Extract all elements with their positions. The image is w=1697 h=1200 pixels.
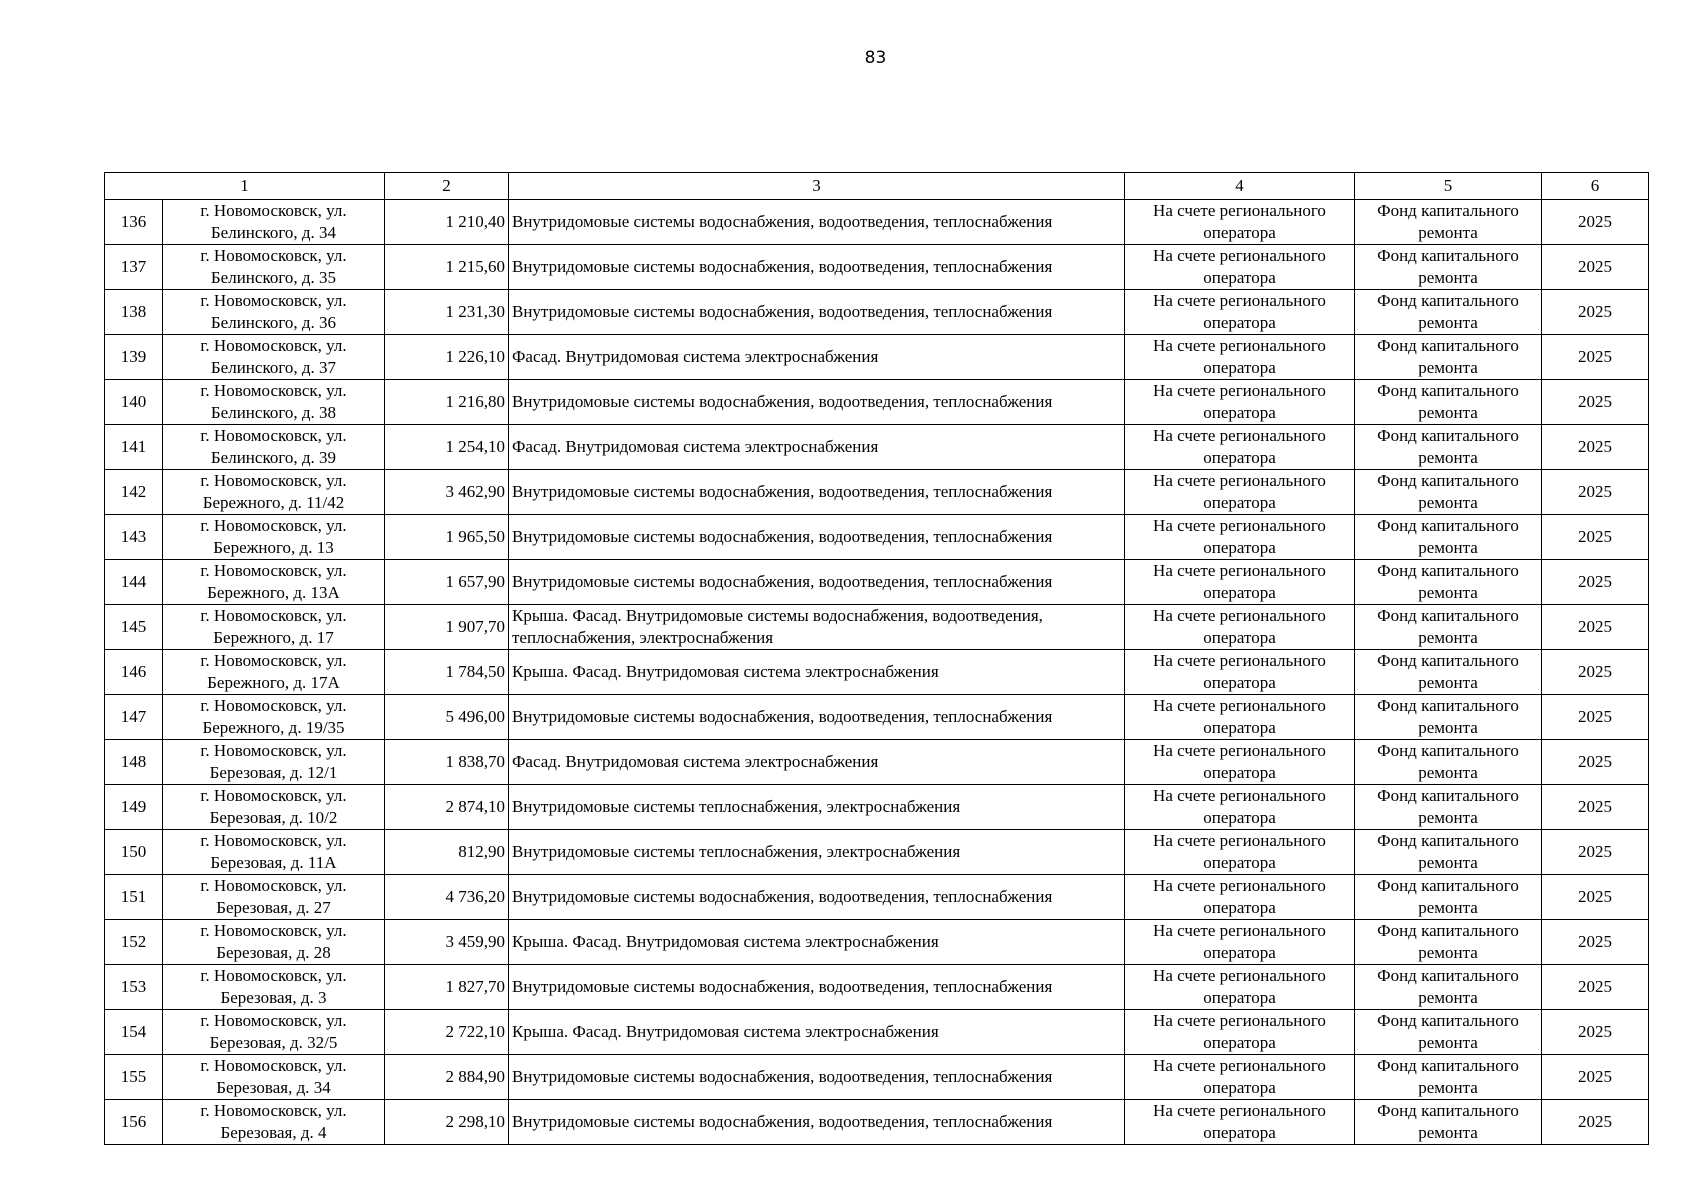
area-cell: 2 298,10 [385, 1100, 509, 1145]
table-row [105, 785, 1649, 830]
table-row [105, 1055, 1649, 1100]
account-cell: На счете регионального оператора [1125, 425, 1355, 470]
funding-source-cell: Фонд капитального ремонта [1355, 335, 1542, 380]
year-cell: 2025 [1542, 1100, 1649, 1145]
row-number: 156 [105, 1100, 163, 1145]
row-number: 141 [105, 425, 163, 470]
account-cell: На счете регионального оператора [1125, 1100, 1355, 1145]
account-cell: На счете регионального оператора [1125, 515, 1355, 560]
account-cell: На счете регионального оператора [1125, 830, 1355, 875]
table-row [105, 605, 1649, 650]
funding-source-cell: Фонд капитального ремонта [1355, 200, 1542, 245]
row-number: 138 [105, 290, 163, 335]
page-number: 83 [864, 48, 887, 68]
area-cell: 1 657,90 [385, 560, 509, 605]
area-cell: 3 462,90 [385, 470, 509, 515]
table-row [105, 740, 1649, 785]
works-cell: Фасад. Внутридомовая система электроснабжения [509, 740, 1125, 785]
works-cell: Крыша. Фасад. Внутридомовые системы водоснабжения, водоотведения, теплоснабжения, электроснабжения [509, 605, 1125, 650]
works-cell: Фасад. Внутридомовая система электроснабжения [509, 335, 1125, 380]
address-cell: г. Новомосковск, ул. Белинского, д. 37 [163, 335, 385, 380]
works-cell: Внутридомовые системы водоснабжения, водоотведения, теплоснабжения [509, 290, 1125, 335]
address-cell: г. Новомосковск, ул. Березовая, д. 32/5 [163, 1010, 385, 1055]
row-number: 155 [105, 1055, 163, 1100]
funding-source-cell: Фонд капитального ремонта [1355, 290, 1542, 335]
column-number-header-row [105, 173, 1649, 200]
area-cell: 1 965,50 [385, 515, 509, 560]
funding-source-cell: Фонд капитального ремонта [1355, 1010, 1542, 1055]
row-number: 149 [105, 785, 163, 830]
works-cell: Внутридомовые системы водоснабжения, водоотведения, теплоснабжения [509, 200, 1125, 245]
account-cell: На счете регионального оператора [1125, 1055, 1355, 1100]
account-cell: На счете регионального оператора [1125, 200, 1355, 245]
year-cell: 2025 [1542, 380, 1649, 425]
area-cell: 1 215,60 [385, 245, 509, 290]
address-cell: г. Новомосковск, ул. Березовая, д. 4 [163, 1100, 385, 1145]
year-cell: 2025 [1542, 1055, 1649, 1100]
works-cell: Внутридомовые системы водоснабжения, водоотведения, теплоснабжения [509, 1100, 1125, 1145]
area-cell: 1 226,10 [385, 335, 509, 380]
funding-source-cell: Фонд капитального ремонта [1355, 425, 1542, 470]
funding-source-cell: Фонд капитального ремонта [1355, 245, 1542, 290]
year-cell: 2025 [1542, 515, 1649, 560]
year-cell: 2025 [1542, 650, 1649, 695]
works-cell: Внутридомовые системы водоснабжения, водоотведения, теплоснабжения [509, 245, 1125, 290]
year-cell: 2025 [1542, 875, 1649, 920]
account-cell: На счете регионального оператора [1125, 560, 1355, 605]
address-cell: г. Новомосковск, ул. Бережного, д. 17А [163, 650, 385, 695]
funding-source-cell: Фонд капитального ремонта [1355, 740, 1542, 785]
account-cell: На счете регионального оператора [1125, 695, 1355, 740]
works-cell: Внутридомовые системы водоснабжения, водоотведения, теплоснабжения [509, 1055, 1125, 1100]
year-cell: 2025 [1542, 830, 1649, 875]
address-cell: г. Новомосковск, ул. Бережного, д. 17 [163, 605, 385, 650]
works-cell: Внутридомовые системы водоснабжения, водоотведения, теплоснабжения [509, 470, 1125, 515]
area-cell: 2 884,90 [385, 1055, 509, 1100]
table-row [105, 380, 1649, 425]
area-cell: 1 231,30 [385, 290, 509, 335]
row-number: 146 [105, 650, 163, 695]
area-cell: 5 496,00 [385, 695, 509, 740]
works-cell: Внутридомовые системы теплоснабжения, электроснабжения [509, 830, 1125, 875]
works-cell: Внутридомовые системы водоснабжения, водоотведения, теплоснабжения [509, 515, 1125, 560]
row-number: 148 [105, 740, 163, 785]
area-cell: 2 874,10 [385, 785, 509, 830]
address-cell: г. Новомосковск, ул. Белинского, д. 35 [163, 245, 385, 290]
account-cell: На счете регионального оператора [1125, 290, 1355, 335]
address-cell: г. Новомосковск, ул. Березовая, д. 27 [163, 875, 385, 920]
account-cell: На счете регионального оператора [1125, 470, 1355, 515]
address-cell: г. Новомосковск, ул. Березовая, д. 28 [163, 920, 385, 965]
account-cell: На счете регионального оператора [1125, 335, 1355, 380]
area-cell: 1 838,70 [385, 740, 509, 785]
area-cell: 1 210,40 [385, 200, 509, 245]
funding-source-cell: Фонд капитального ремонта [1355, 605, 1542, 650]
funding-source-cell: Фонд капитального ремонта [1355, 785, 1542, 830]
works-cell: Крыша. Фасад. Внутридомовая система электроснабжения [509, 920, 1125, 965]
year-cell: 2025 [1542, 290, 1649, 335]
column-header-1: 1 [105, 173, 385, 200]
account-cell: На счете регионального оператора [1125, 650, 1355, 695]
account-cell: На счете регионального оператора [1125, 380, 1355, 425]
address-cell: г. Новомосковск, ул. Березовая, д. 11А [163, 830, 385, 875]
row-number: 142 [105, 470, 163, 515]
table-row [105, 650, 1649, 695]
funding-source-cell: Фонд капитального ремонта [1355, 965, 1542, 1010]
row-number: 145 [105, 605, 163, 650]
address-cell: г. Новомосковск, ул. Бережного, д. 13 [163, 515, 385, 560]
funding-source-cell: Фонд капитального ремонта [1355, 515, 1542, 560]
account-cell: На счете регионального оператора [1125, 920, 1355, 965]
row-number: 140 [105, 380, 163, 425]
address-cell: г. Новомосковск, ул. Бережного, д. 11/42 [163, 470, 385, 515]
year-cell: 2025 [1542, 695, 1649, 740]
funding-source-cell: Фонд капитального ремонта [1355, 560, 1542, 605]
year-cell: 2025 [1542, 785, 1649, 830]
table-row [105, 560, 1649, 605]
area-cell: 1 216,80 [385, 380, 509, 425]
row-number: 147 [105, 695, 163, 740]
address-cell: г. Новомосковск, ул. Березовая, д. 3 [163, 965, 385, 1010]
table-row [105, 290, 1649, 335]
works-cell: Крыша. Фасад. Внутридомовая система электроснабжения [509, 650, 1125, 695]
funding-source-cell: Фонд капитального ремонта [1355, 920, 1542, 965]
year-cell: 2025 [1542, 335, 1649, 380]
account-cell: На счете регионального оператора [1125, 1010, 1355, 1055]
works-cell: Внутридомовые системы теплоснабжения, электроснабжения [509, 785, 1125, 830]
row-number: 136 [105, 200, 163, 245]
table-row [105, 200, 1649, 245]
table-row [105, 920, 1649, 965]
funding-source-cell: Фонд капитального ремонта [1355, 380, 1542, 425]
funding-source-cell: Фонд капитального ремонта [1355, 695, 1542, 740]
year-cell: 2025 [1542, 965, 1649, 1010]
area-cell: 1 254,10 [385, 425, 509, 470]
year-cell: 2025 [1542, 605, 1649, 650]
repair-schedule-table [104, 172, 1649, 1145]
row-number: 144 [105, 560, 163, 605]
address-cell: г. Новомосковск, ул. Белинского, д. 36 [163, 290, 385, 335]
table-row [105, 830, 1649, 875]
table-row [105, 1010, 1649, 1055]
works-cell: Внутридомовые системы водоснабжения, водоотведения, теплоснабжения [509, 695, 1125, 740]
column-header-4: 4 [1125, 173, 1355, 200]
table-row [105, 515, 1649, 560]
address-cell: г. Новомосковск, ул. Березовая, д. 12/1 [163, 740, 385, 785]
account-cell: На счете регионального оператора [1125, 965, 1355, 1010]
funding-source-cell: Фонд капитального ремонта [1355, 1100, 1542, 1145]
table-row [105, 875, 1649, 920]
year-cell: 2025 [1542, 200, 1649, 245]
table-body [105, 173, 1649, 1145]
works-cell: Внутридомовые системы водоснабжения, водоотведения, теплоснабжения [509, 380, 1125, 425]
works-cell: Внутридомовые системы водоснабжения, водоотведения, теплоснабжения [509, 965, 1125, 1010]
column-header-5: 5 [1355, 173, 1542, 200]
table-row [105, 425, 1649, 470]
address-cell: г. Новомосковск, ул. Бережного, д. 19/35 [163, 695, 385, 740]
row-number: 150 [105, 830, 163, 875]
row-number: 152 [105, 920, 163, 965]
address-cell: г. Новомосковск, ул. Белинского, д. 34 [163, 200, 385, 245]
table-row [105, 695, 1649, 740]
funding-source-cell: Фонд капитального ремонта [1355, 1055, 1542, 1100]
funding-source-cell: Фонд капитального ремонта [1355, 650, 1542, 695]
area-cell: 3 459,90 [385, 920, 509, 965]
row-number: 154 [105, 1010, 163, 1055]
area-cell: 812,90 [385, 830, 509, 875]
address-cell: г. Новомосковск, ул. Бережного, д. 13А [163, 560, 385, 605]
works-cell: Внутридомовые системы водоснабжения, водоотведения, теплоснабжения [509, 560, 1125, 605]
works-cell: Крыша. Фасад. Внутридомовая система электроснабжения [509, 1010, 1125, 1055]
row-number: 153 [105, 965, 163, 1010]
address-cell: г. Новомосковск, ул. Белинского, д. 38 [163, 380, 385, 425]
funding-source-cell: Фонд капитального ремонта [1355, 830, 1542, 875]
table-row [105, 1100, 1649, 1145]
works-cell: Внутридомовые системы водоснабжения, водоотведения, теплоснабжения [509, 875, 1125, 920]
row-number: 151 [105, 875, 163, 920]
address-cell: г. Новомосковск, ул. Белинского, д. 39 [163, 425, 385, 470]
year-cell: 2025 [1542, 470, 1649, 515]
year-cell: 2025 [1542, 425, 1649, 470]
year-cell: 2025 [1542, 245, 1649, 290]
funding-source-cell: Фонд капитального ремонта [1355, 470, 1542, 515]
column-header-2: 2 [385, 173, 509, 200]
year-cell: 2025 [1542, 740, 1649, 785]
funding-source-cell: Фонд капитального ремонта [1355, 875, 1542, 920]
column-header-3: 3 [509, 173, 1125, 200]
table-row [105, 470, 1649, 515]
account-cell: На счете регионального оператора [1125, 785, 1355, 830]
table-row [105, 335, 1649, 380]
year-cell: 2025 [1542, 920, 1649, 965]
address-cell: г. Новомосковск, ул. Березовая, д. 10/2 [163, 785, 385, 830]
area-cell: 1 907,70 [385, 605, 509, 650]
address-cell: г. Новомосковск, ул. Березовая, д. 34 [163, 1055, 385, 1100]
row-number: 137 [105, 245, 163, 290]
account-cell: На счете регионального оператора [1125, 605, 1355, 650]
area-cell: 1 827,70 [385, 965, 509, 1010]
table-row [105, 965, 1649, 1010]
account-cell: На счете регионального оператора [1125, 245, 1355, 290]
row-number: 143 [105, 515, 163, 560]
year-cell: 2025 [1542, 560, 1649, 605]
works-cell: Фасад. Внутридомовая система электроснабжения [509, 425, 1125, 470]
table-row [105, 245, 1649, 290]
area-cell: 1 784,50 [385, 650, 509, 695]
account-cell: На счете регионального оператора [1125, 740, 1355, 785]
area-cell: 4 736,20 [385, 875, 509, 920]
area-cell: 2 722,10 [385, 1010, 509, 1055]
row-number: 139 [105, 335, 163, 380]
account-cell: На счете регионального оператора [1125, 875, 1355, 920]
column-header-6: 6 [1542, 173, 1649, 200]
year-cell: 2025 [1542, 1010, 1649, 1055]
